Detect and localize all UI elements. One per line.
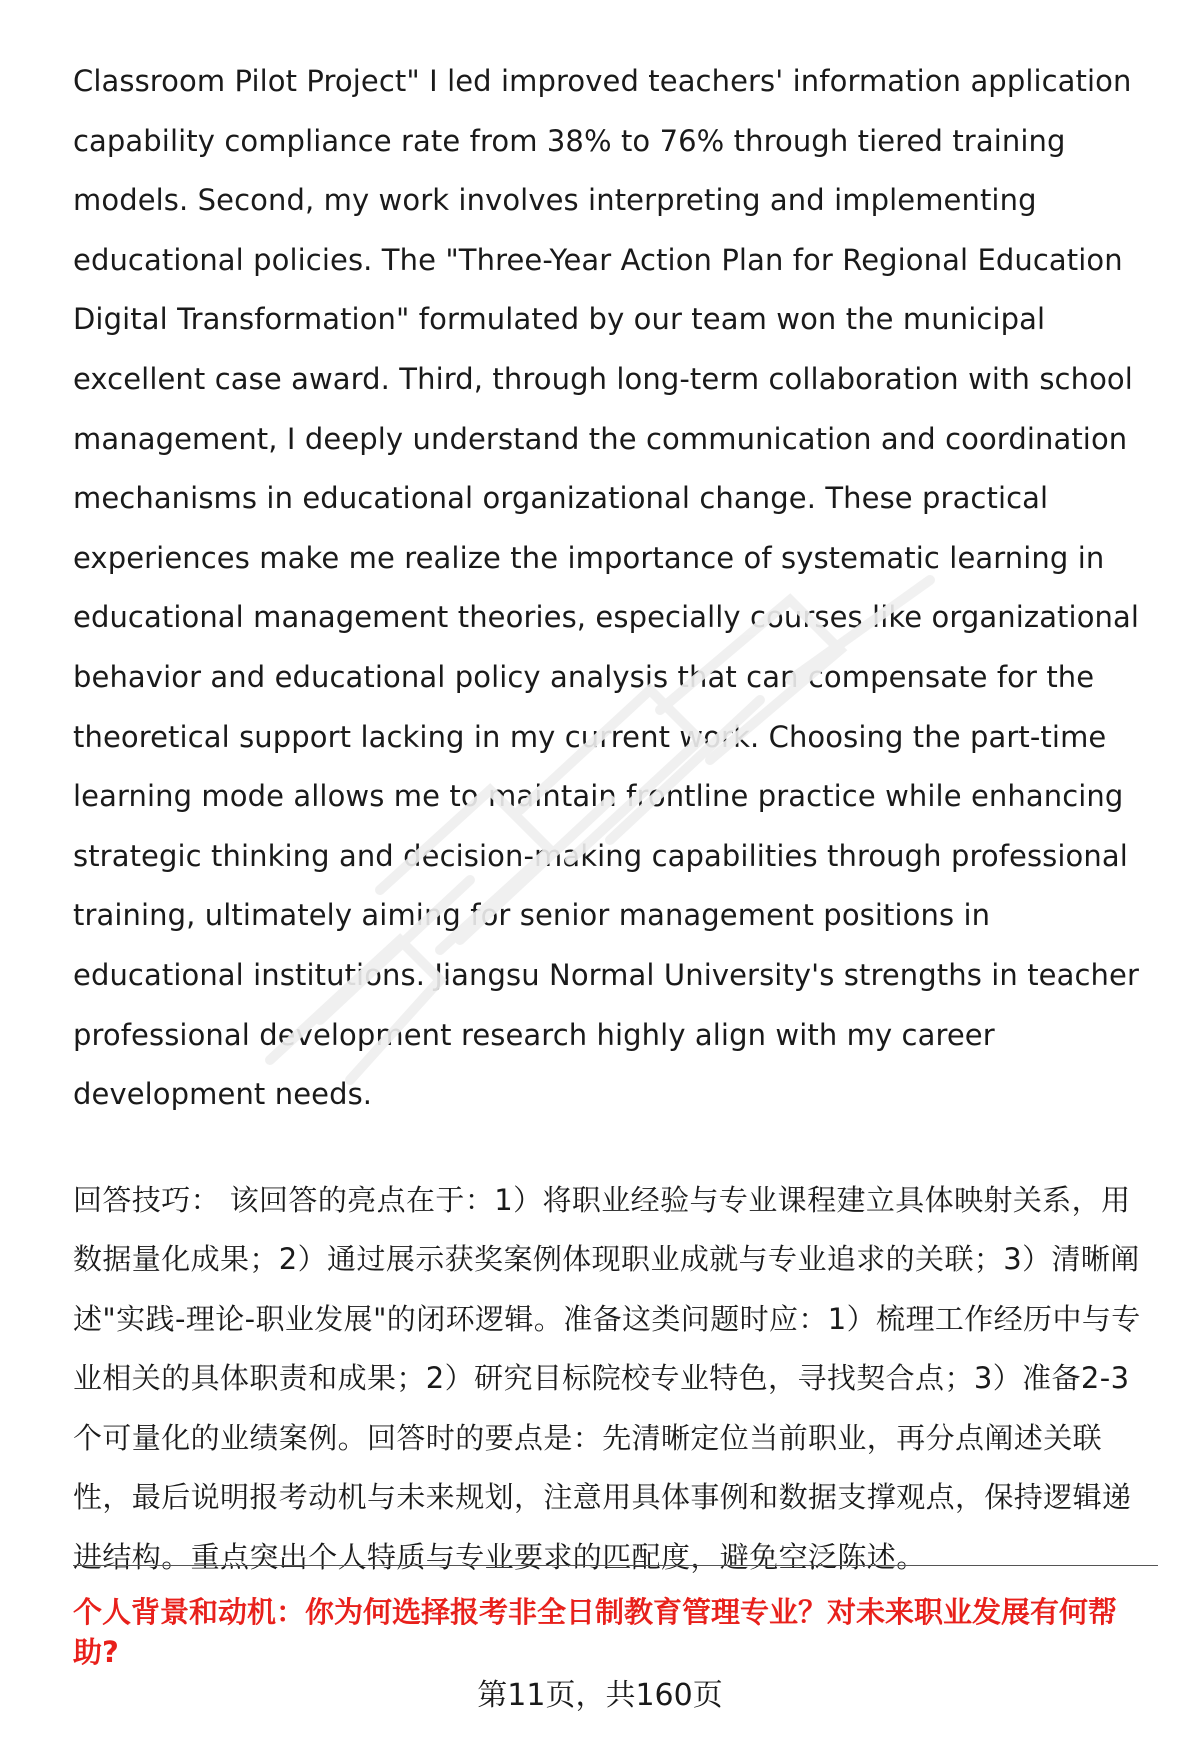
- next-question-heading: 个人背景和动机：你为何选择报考非全日制教育管理专业？对未来职业发展有何帮助?: [73, 1595, 1118, 1669]
- page-content: [73, 52, 1158, 1587]
- section-divider: [73, 1565, 1158, 1566]
- answer-paragraph: Classroom Pilot Project" I led improved teachers' information application capability compliance rate from 38% to 76% through tiered training models. Second, my work involves interpreting and implementing educational policies. The "Three-Year Action Plan for Regional Education Digital Transformation" formulated by our team won the municipal excellent case award. Third, through long-term collaboration with school management, I deeply understand the communication and coordination mechanisms in educational organizational change. These practical experiences make me realize the importance of systematic learning in educational management theories, especially courses like organizational behavior and educational policy analysis that can compensate for the theoretical support lacking in my current work. Choosing the part-time learning mode allows me to maintain frontline practice while enhancing strategic thinking and decision-making capabilities through professional training, ultimately aiming for senior management positions in educational institutions. Jiangsu Normal University's strengths in teacher professional development research highly align with my career development needs.: [73, 64, 1140, 1112]
- page-number-footer: 第11页，共160页: [477, 1678, 723, 1713]
- answer-tips-paragraph: 回答技巧： 该回答的亮点在于：1）将职业经验与专业课程建立具体映射关系，用数据量化成果；2）通过展示获奖案例体现职业成就与专业追求的关联；3）清晰阐述"实践-理论-职业发展"的闭环逻辑。准备这类问题时应：1）梳理工作经历中与专业相关的具体职责和成果；2）研究目标院校专业特色，寻找契合点；3）准备2-3个可量化的业绩案例。回答时的要点是：先清晰定位当前职业，再分点阐述关联性，最后说明报考动机与未来规划，注意用具体事例和数据支撑观点，保持逻辑递进结构。重点突出个人特质与专业要求的匹配度，避免空泛陈述。: [73, 1182, 1141, 1574]
